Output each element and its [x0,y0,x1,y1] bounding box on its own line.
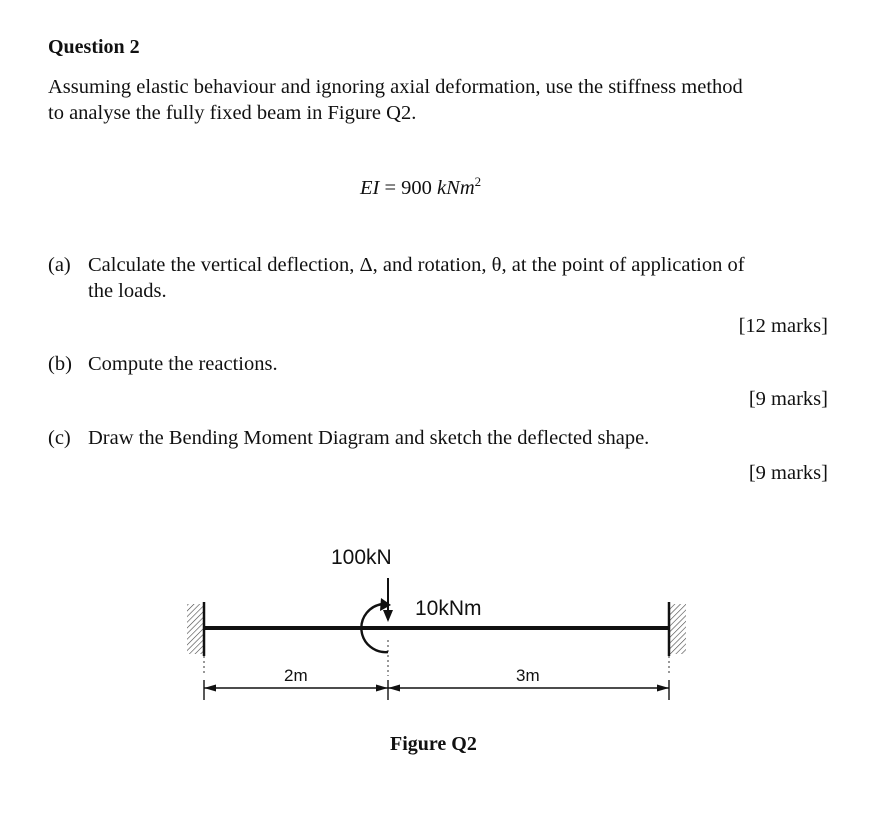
part-c-marks: [9 marks] [748,462,828,484]
left-fixed-support [187,602,204,656]
equation-value: 900 [401,176,438,199]
part-a-label: (a) [48,254,71,276]
span-right-label: 3m [516,666,540,685]
part-a-marks: [12 marks] [738,315,828,337]
equation-lhs: EI [360,176,380,199]
intro-line-2: to analyse the fully fixed beam in Figure Q2. [48,102,417,124]
span-left-label: 2m [284,666,308,685]
part-a-line-1: Calculate the vertical deflection, Δ, and rotation, θ, at the point of application of [88,254,745,276]
point-load-arrow [383,578,393,622]
part-b-line-1: Compute the reactions. [88,353,278,375]
part-b-label: (b) [48,353,72,375]
equation-units: kNm [437,176,475,199]
equation-equals: = [379,176,402,199]
figure-caption: Figure Q2 [390,733,477,755]
question-title: Question 2 [48,36,140,58]
right-fixed-support [669,602,686,656]
part-c-line-1: Draw the Bending Moment Diagram and sketch the deflected shape. [88,427,650,449]
point-load-label: 100kN [331,546,392,569]
moment-arc-icon [361,598,391,652]
part-b-marks: [9 marks] [748,388,828,410]
dimension-line [204,680,669,700]
equation-exponent: 2 [474,174,482,189]
part-c-label: (c) [48,427,71,449]
moment-label: 10kNm [415,597,482,620]
intro-line-1: Assuming elastic behaviour and ignoring axial deformation, use the stiffness method [48,76,743,98]
part-a-line-2: the loads. [88,280,167,302]
